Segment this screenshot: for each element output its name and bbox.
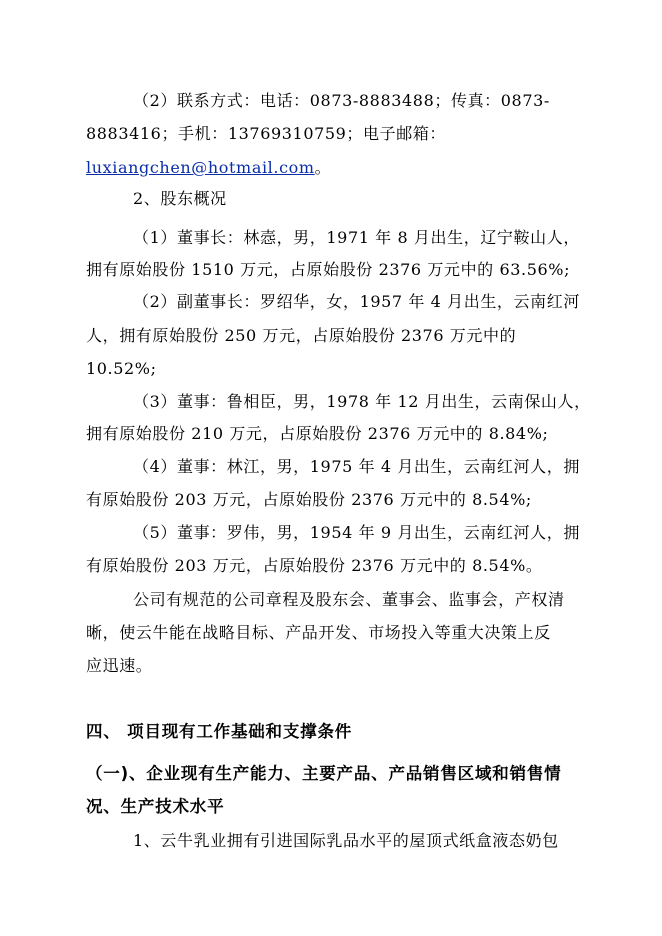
section-4-title: 四、 项目现有工作基础和支撑条件 [86,722,353,741]
summary-line-2: 晰，使云牛能在战略目标、产品开发、市场投入等重大决策上反 [86,623,551,642]
shareholder-2-line-1: （2）副董事长：罗绍华，女，1957 年 4 月出生，云南红河 [133,292,580,311]
section-4-subtitle-line-1: （一)、企业现有生产能力、主要产品、产品销售区域和销售情 [86,764,562,783]
contact-line-3 [86,158,331,178]
contact-line-1: （2）联系方式：电话：0873-8883488；传真：0873- [133,91,550,110]
contact-line-2: 8883416；手机：13769310759；电子邮箱： [86,124,447,143]
summary-line-3: 应迅速。 [86,656,153,675]
email-tail: 。 [314,158,332,177]
shareholder-3-line-1: （3）董事：鲁相臣，男，1978 年 12 月出生，云南保山人， [133,392,591,411]
section-4-paragraph-line-1: 1、云牛乳业拥有引进国际乳品水平的屋顶式纸盒液态奶包 [133,831,559,850]
shareholder-2-line-2: 人，拥有原始股份 250 万元，占原始股份 2376 万元中的 [86,326,517,345]
shareholder-3-line-2: 拥有原始股份 210 万元，占原始股份 2376 万元中的 8.84%; [86,424,549,443]
shareholder-5-line-1: （5）董事：罗伟，男，1954 年 9 月出生，云南红河人，拥 [133,523,580,542]
summary-line-1: 公司有规范的公司章程及股东会、董事会、监事会，产权清 [133,590,565,609]
shareholder-1-line-1: （1）董事长：林悫，男，1971 年 8 月出生，辽宁鞍山人， [133,228,580,247]
shareholder-1-line-2: 拥有原始股份 1510 万元，占原始股份 2376 万元中的 63.56%; [86,260,571,279]
section-4-subtitle-line-2: 况、生产技术水平 [86,797,225,816]
shareholder-2-line-3: 10.52%; [86,359,157,378]
shareholder-4-line-1: （4）董事：林江，男，1975 年 4 月出生，云南红河人，拥 [133,457,580,476]
shareholder-4-line-2: 有原始股份 203 万元，占原始股份 2376 万元中的 8.54%; [86,490,532,509]
shareholder-5-line-2: 有原始股份 203 万元，占原始股份 2376 万元中的 8.54%。 [86,556,543,575]
shareholders-title: 2、股东概况 [133,189,227,208]
email-link[interactable]: luxiangchen@hotmail.com [86,158,315,177]
